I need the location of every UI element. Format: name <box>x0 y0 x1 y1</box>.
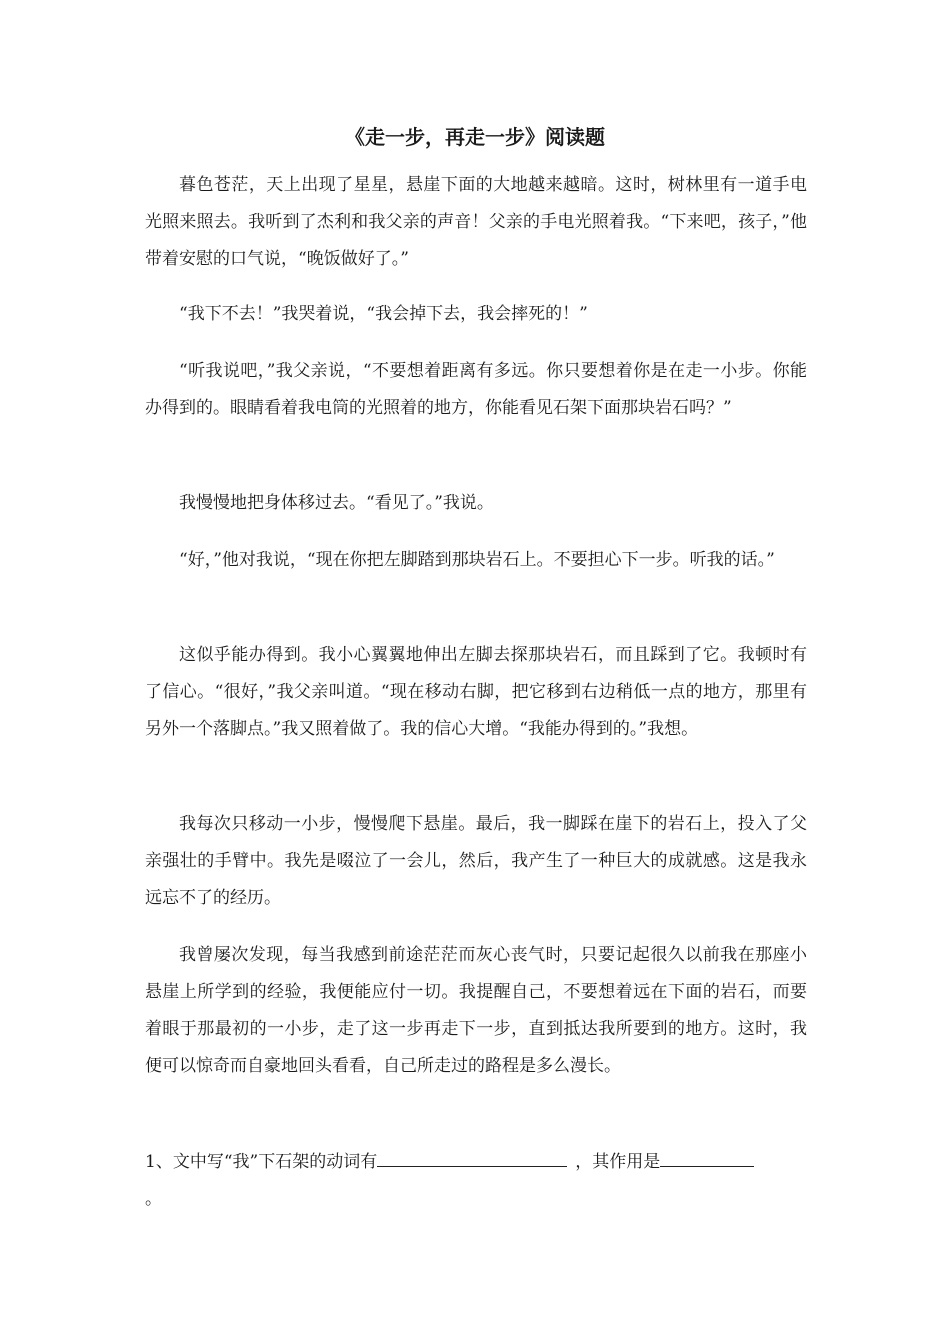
paragraph-5: “好，”他对我说，“现在你把左脚踏到那块岩石上。不要担心下一步。听我的话。” <box>179 550 775 570</box>
paragraph-7: 我每次只移动一小步，慢慢爬下悬崖。最后，我一脚踩在崖下的岩石上，投入了父亲强壮的手臂中。我先是啜泣了一会儿，然后，我产生了一种巨大的成就感。这是我永远忘不了的经历。 <box>145 814 807 908</box>
paragraph-2: “我下不去！”我哭着说，“我会掉下去，我会摔死的！” <box>179 304 588 324</box>
question-1-text-a: 1、文中写“我”下石架的动词有 <box>145 1152 378 1172</box>
answer-blank-2[interactable] <box>660 1148 754 1167</box>
paragraph-3: “听我说吧，”我父亲说，“不要想着距离有多远。你只要想着你是在走一小步。你能办得到的。眼睛看着我电筒的光照着的地方，你能看见石架下面那块岩石吗？” <box>145 361 807 418</box>
paragraph-4: 我慢慢地把身体移过去。“看见了。”我说。 <box>179 493 494 513</box>
paragraph-8: 我曾屡次发现，每当我感到前途茫茫而灰心丧气时，只要记起很久以前我在那座小悬崖上所学到的经验，我便能应付一切。我提醒自己，不要想着远在下面的岩石，而要着眼于那最初的一小步，走了这一步再走下一步，直到抵达我所要到的地方。这时，我便可以惊奇而自豪地回头看看，自己所走过的路程是多么漫长。 <box>145 945 807 1076</box>
paragraph-1: 暮色苍茫，天上出现了星星，悬崖下面的大地越来越暗。这时，树林里有一道手电光照来照去。我听到了杰利和我父亲的声音！父亲的手电光照着我。“下来吧，孩子，”他带着安慰的口气说，“晚饭做好了。” <box>145 175 807 269</box>
question-1 <box>145 1144 807 1218</box>
question-1-end: 。 <box>145 1189 162 1209</box>
paragraph-6: 这似乎能办得到。我小心翼翼地伸出左脚去探那块岩石，而且踩到了它。我顿时有了信心。“很好，”我父亲叫道。“现在移动右脚，把它移到右边稍低一点的地方，那里有另外一个落脚点。”我又照着做了。我的信心大增。“我能办得到的。”我想。 <box>145 645 807 739</box>
document-title: 《走一步，再走一步》阅读题 <box>345 125 605 149</box>
question-1-text-b: ，其作用是 <box>575 1152 661 1172</box>
answer-blank-1[interactable] <box>377 1148 567 1167</box>
